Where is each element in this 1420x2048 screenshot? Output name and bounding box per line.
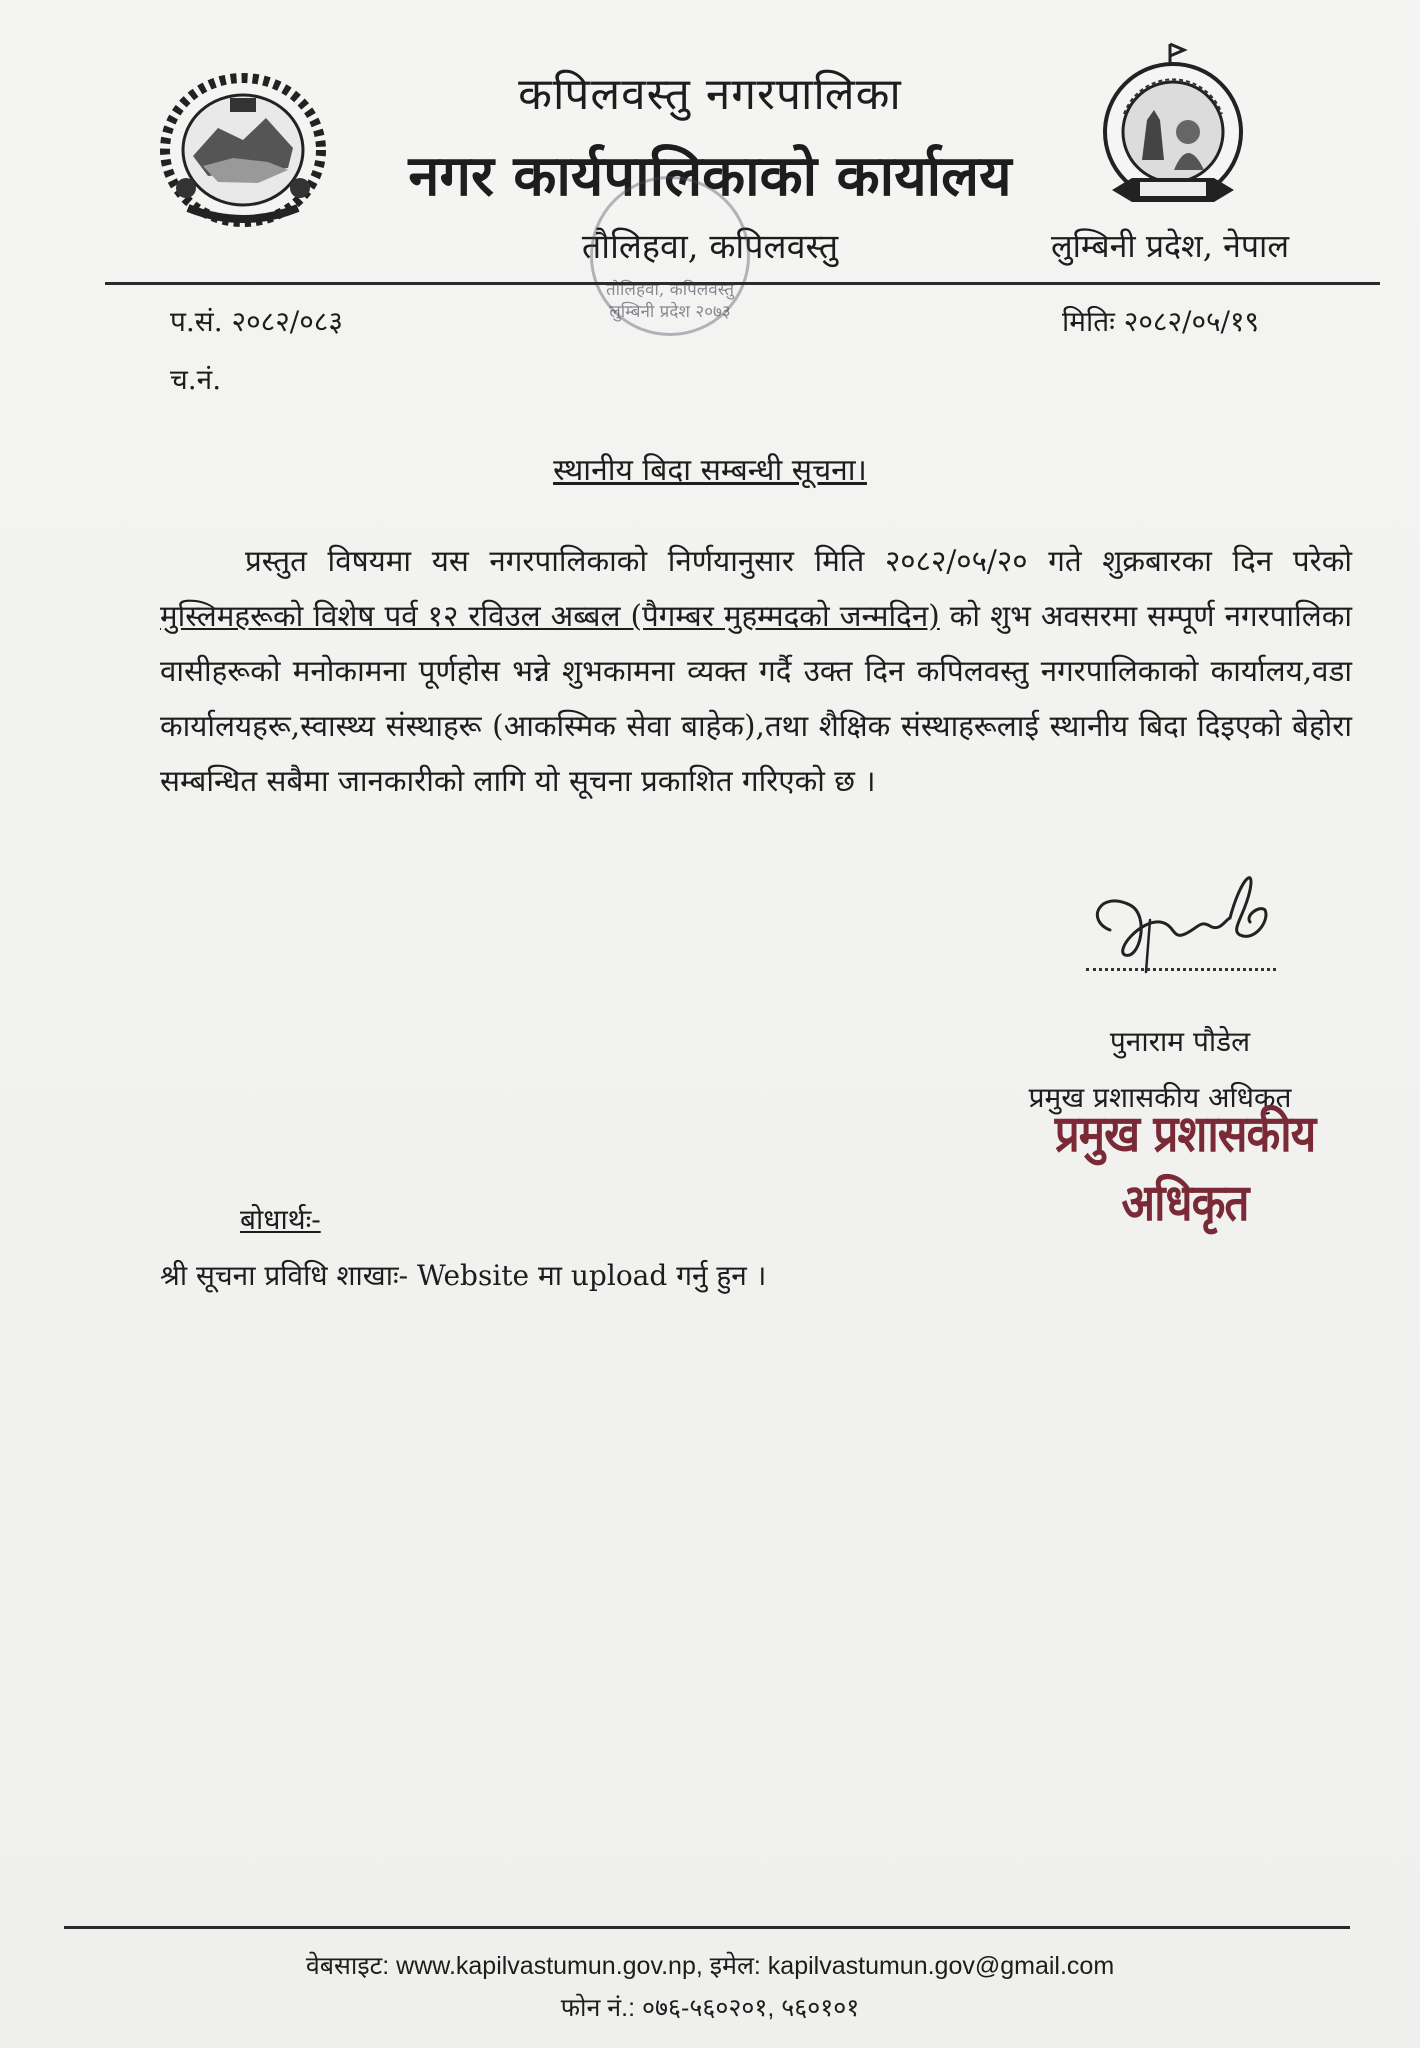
notice-subject <box>0 448 1420 489</box>
office-name: नगर कार्यपालिकाको कार्यालय <box>408 143 1012 209</box>
office-seal-stamp: तौलिहवा, कपिलवस्तु लुम्बिनी प्रदेश २०७३ <box>590 176 750 336</box>
municipality-name: कपिलवस्तु नगरपालिका <box>518 69 902 120</box>
footer-divider <box>64 1926 1350 1929</box>
letter-date: मितिः २०८२/०५/१९ <box>1062 305 1260 338</box>
signatory-title: प्रमुख प्रशासकीय अधिकृत <box>1028 1081 1292 1114</box>
signatory-name: पुनाराम पौडेल <box>1109 1025 1251 1058</box>
signature <box>1080 860 1300 980</box>
body-part-1: प्रस्तुत विषयमा यस नगरपालिकाको निर्णयानुसार मिति २०८२/०५/२० गते शुक्रबारका दिन परेको <box>245 544 1352 578</box>
header-divider <box>105 282 1380 285</box>
province-name: लुम्बिनी प्रदेश, नेपाल <box>1050 227 1290 265</box>
footer-website-email: वेबसाइट: www.kapilvastumun.gov.np, इमेल: kapilvastumun.gov@gmail.com <box>305 1952 1115 1980</box>
notice-body <box>160 534 1352 809</box>
office-address: तौलिहवा, कपिलवस्तु <box>581 227 839 267</box>
body-part-2: को शुभ अवसरमा सम्पूर्ण नगरपालिका वासीहरूको मनोकामना पूर्णहोस भन्ने शुभकामना व्यक्त गर्दै उक्त दिन कपिलवस्तु नगरपालिकाको कार्यालय,वडा कार्यालयहरू,स्वास्थ्य संस्थाहरू (आकस्मिक सेवा बाहेक),तथा शैक्षिक संस्थाहरूलाई स्थानीय बिदा दिइएको बेहोरा सम्बन्धित सबैमा जानकारीको लागि यो सूचना प्रकाशित गरिएको छ । <box>160 599 1353 798</box>
designation-stamp: प्रमुख प्रशासकीय अधिकृत <box>1054 1105 1316 1233</box>
subject-text: स्थानीय बिदा सम्बन्धी सूचना। <box>553 453 867 488</box>
reference-number: प.सं. २०८२/०८३ <box>170 305 343 338</box>
body-highlight: मुस्लिमहरूको विशेष पर्व १२ रविउल अब्बल (पैगम्बर मुहम्मदको जन्मदिन) <box>160 599 940 633</box>
cc-heading: बोधार्थः- <box>240 1203 321 1236</box>
footer-phone: फोन नं.: ०७६-५६०२०१, ५६०१०१ <box>560 1994 860 2022</box>
signature-line <box>1086 968 1276 971</box>
cc-recipient: श्री सूचना प्रविधि शाखाः- Website मा upload गर्नु हुन । <box>160 1259 767 1292</box>
dispatch-number: च.नं. <box>170 363 222 396</box>
